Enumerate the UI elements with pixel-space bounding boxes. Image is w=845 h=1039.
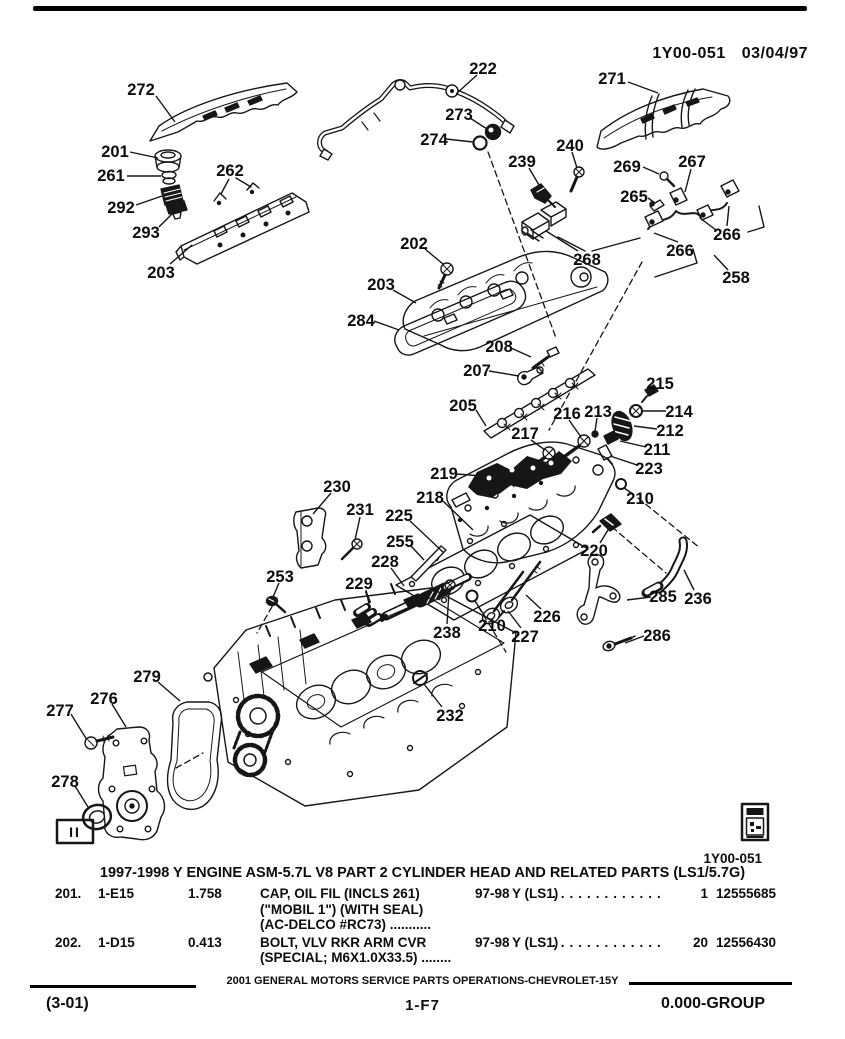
sensor-292-293-drawing bbox=[161, 185, 187, 219]
engine-cover-left-drawing bbox=[150, 83, 297, 141]
callout-leader-236 bbox=[684, 570, 694, 590]
callout-leader-262 bbox=[221, 179, 229, 194]
callout-261: 261 bbox=[97, 167, 125, 185]
callout-leader-258 bbox=[714, 255, 728, 270]
callout-292: 292 bbox=[107, 199, 135, 217]
callout-225: 225 bbox=[385, 507, 413, 525]
callout-215: 215 bbox=[646, 375, 674, 393]
callout-leader-201 bbox=[130, 152, 158, 158]
callout-201: 201 bbox=[101, 143, 129, 161]
callout-202: 202 bbox=[400, 235, 428, 253]
bolt-277-drawing bbox=[85, 735, 113, 749]
value: 1.758 bbox=[188, 886, 222, 901]
footer-operations-text: 2001 GENERAL MOTORS SERVICE PARTS OPERATIONS-CHEVROLET-15Y bbox=[226, 975, 619, 987]
engine-block-drawing bbox=[204, 584, 516, 806]
callout-leader-284 bbox=[374, 321, 399, 330]
seal-261-drawing bbox=[162, 172, 176, 185]
callout-leader-271 bbox=[628, 82, 658, 93]
callout-284: 284 bbox=[347, 312, 375, 330]
callout-228: 228 bbox=[371, 553, 399, 571]
rocker-arm-207-drawing bbox=[518, 367, 543, 385]
dot-leader: ............. bbox=[552, 934, 666, 950]
document-date: 03/04/97 bbox=[741, 45, 808, 62]
value: 0.413 bbox=[188, 934, 222, 950]
callout-268: 268 bbox=[573, 251, 601, 269]
bracket-230-drawing bbox=[294, 508, 326, 568]
callout-leader-272 bbox=[156, 96, 175, 122]
callout-278: 278 bbox=[51, 773, 79, 791]
description bbox=[260, 886, 475, 933]
sensor-239-drawing bbox=[531, 184, 555, 207]
part-number: 12556430 bbox=[716, 934, 777, 950]
callout-leader-203 bbox=[393, 290, 416, 303]
callout-203: 203 bbox=[367, 276, 395, 294]
description-line: CAP, OIL FIL (INCLS 261) bbox=[260, 886, 420, 901]
callout-258: 258 bbox=[722, 269, 750, 287]
callout-208: 208 bbox=[485, 338, 513, 356]
quantity: 20 bbox=[692, 934, 708, 950]
boot-236-drawing bbox=[646, 541, 684, 593]
callout-265: 265 bbox=[620, 188, 648, 206]
callout-262: 262 bbox=[216, 162, 244, 180]
description-line: BOLT, VLV RKR ARM CVR bbox=[260, 934, 427, 950]
callout-227: 227 bbox=[511, 628, 539, 646]
callout-216: 216 bbox=[553, 405, 581, 423]
callout-leader-266 bbox=[727, 206, 729, 226]
callout-240: 240 bbox=[556, 137, 584, 155]
callout-229: 229 bbox=[345, 575, 373, 593]
callout-leader-226 bbox=[526, 595, 541, 609]
valve-cover-left-drawing bbox=[176, 193, 309, 264]
callout-253: 253 bbox=[266, 568, 294, 586]
ref-code: 1-E15 bbox=[98, 886, 135, 901]
callout-leader-293 bbox=[159, 210, 176, 227]
callout-leader-212 bbox=[634, 426, 657, 429]
model-code: Y (LS1) bbox=[512, 886, 559, 901]
description bbox=[260, 935, 475, 966]
gasket-279-drawing bbox=[168, 702, 222, 809]
callout-leader-225 bbox=[410, 521, 444, 553]
ring-274-drawing bbox=[474, 137, 487, 150]
bracket-285-drawing bbox=[577, 554, 620, 624]
ref-code: 1-D15 bbox=[98, 934, 135, 950]
callout-273: 273 bbox=[445, 106, 473, 124]
bolt-202-drawing bbox=[438, 263, 453, 288]
engine-cover-right-drawing bbox=[597, 89, 730, 149]
callout-207: 207 bbox=[463, 362, 491, 380]
callout-223: 223 bbox=[635, 460, 663, 478]
callout-271: 271 bbox=[598, 70, 626, 88]
description-line: (SPECIAL; M6X1.0X33.5) ........ bbox=[260, 950, 452, 965]
callout-272: 272 bbox=[127, 81, 155, 99]
callout-leader-227 bbox=[508, 611, 521, 628]
callout-leader-292 bbox=[136, 196, 162, 205]
description-line: ("MOBIL 1") (WITH SEAL) bbox=[260, 901, 424, 917]
rocker-rail-205-drawing bbox=[484, 369, 595, 438]
oil-fill-cap-drawing bbox=[155, 150, 181, 172]
callout-210: 210 bbox=[626, 490, 654, 508]
callout-leader-267 bbox=[685, 169, 691, 192]
callout-203: 203 bbox=[147, 264, 175, 282]
callout-leader-230 bbox=[313, 493, 331, 514]
quantity: 1 bbox=[700, 886, 708, 901]
dot-leader: ............. bbox=[552, 886, 666, 901]
callout-leader-285 bbox=[627, 597, 651, 600]
callout-213: 213 bbox=[584, 403, 612, 421]
callout-238: 238 bbox=[433, 624, 461, 642]
callout-239: 239 bbox=[508, 153, 536, 171]
document-number: 1Y00-051 bbox=[652, 45, 726, 62]
callout-226: 226 bbox=[533, 608, 561, 626]
callout-layer bbox=[46, 60, 750, 807]
callout-220: 220 bbox=[580, 542, 608, 560]
callout-leader-208 bbox=[511, 348, 531, 357]
model-code: Y (LS1) bbox=[512, 934, 559, 950]
footer-group-code: 0.000-GROUP bbox=[660, 995, 765, 1012]
parts-table-row-202 bbox=[0, 935, 845, 1005]
callout-222: 222 bbox=[469, 60, 497, 78]
callout-leader-274 bbox=[446, 139, 473, 142]
callout-218: 218 bbox=[416, 489, 444, 507]
callout-217: 217 bbox=[511, 425, 539, 443]
callout-279: 279 bbox=[133, 668, 161, 686]
callout-212: 212 bbox=[656, 422, 684, 440]
callout-210: 210 bbox=[478, 617, 506, 635]
callout-leader-231 bbox=[355, 517, 360, 540]
callout-266: 266 bbox=[666, 242, 694, 260]
callout-219: 219 bbox=[430, 465, 458, 483]
callout-230: 230 bbox=[323, 478, 351, 496]
bolt-240-drawing bbox=[571, 167, 584, 191]
year-range: 97-98 bbox=[475, 934, 510, 950]
callout-leader-266 bbox=[654, 233, 678, 242]
callout-255: 255 bbox=[386, 533, 414, 551]
callout-214: 214 bbox=[665, 403, 693, 421]
part-number: 12555685 bbox=[716, 886, 777, 901]
stamp-icon bbox=[742, 804, 768, 840]
callout-leader-211 bbox=[620, 441, 646, 447]
item-number: 202. bbox=[55, 934, 82, 950]
bolt-286-drawing bbox=[602, 636, 635, 652]
bolt-208-drawing bbox=[533, 347, 559, 369]
ring-210-lower-drawing bbox=[467, 591, 478, 602]
description-line: (AC-DELCO #RC73) ........... bbox=[260, 917, 432, 932]
callout-211: 211 bbox=[643, 441, 671, 459]
callout-286: 286 bbox=[643, 627, 671, 645]
callout-leader-223 bbox=[610, 456, 637, 465]
callout-leader-279 bbox=[158, 682, 180, 701]
seal-278-drawing bbox=[80, 802, 113, 832]
callout-236: 236 bbox=[684, 590, 712, 608]
callout-leader-205 bbox=[476, 410, 486, 426]
footer-page-number: 1-F7 bbox=[405, 997, 440, 1014]
callout-231: 231 bbox=[346, 501, 374, 519]
callout-277: 277 bbox=[46, 702, 74, 720]
callout-267: 267 bbox=[678, 153, 706, 171]
page-title: 1997-1998 Y ENGINE ASM-5.7L V8 PART 2 CYLINDER HEAD AND RELATED PARTS (LS1/5.7G) bbox=[99, 865, 746, 881]
callout-285: 285 bbox=[649, 588, 677, 606]
callout-293: 293 bbox=[132, 224, 160, 242]
spark-plug-220-drawing bbox=[593, 514, 621, 532]
callout-205: 205 bbox=[449, 397, 477, 415]
callout-269: 269 bbox=[613, 158, 641, 176]
callout-232: 232 bbox=[436, 707, 464, 725]
bolt-253-drawing bbox=[267, 597, 286, 613]
callout-276: 276 bbox=[90, 690, 118, 708]
callout-leader-268 bbox=[546, 231, 578, 251]
callout-leader-232 bbox=[424, 684, 442, 707]
callout-leader-269 bbox=[643, 167, 659, 174]
footer-date-code: (3-01) bbox=[46, 995, 89, 1012]
ring-273-drawing bbox=[486, 125, 501, 140]
figure-reference: 1Y00-051 bbox=[703, 851, 762, 866]
item-number: 201. bbox=[55, 886, 82, 901]
callout-leader-207 bbox=[489, 371, 519, 376]
callout-266: 266 bbox=[713, 226, 741, 244]
year-range: 97-98 bbox=[475, 886, 510, 901]
callout-274: 274 bbox=[420, 131, 448, 149]
section-marker-text: II bbox=[69, 824, 81, 840]
bolt-231-drawing bbox=[342, 539, 362, 559]
